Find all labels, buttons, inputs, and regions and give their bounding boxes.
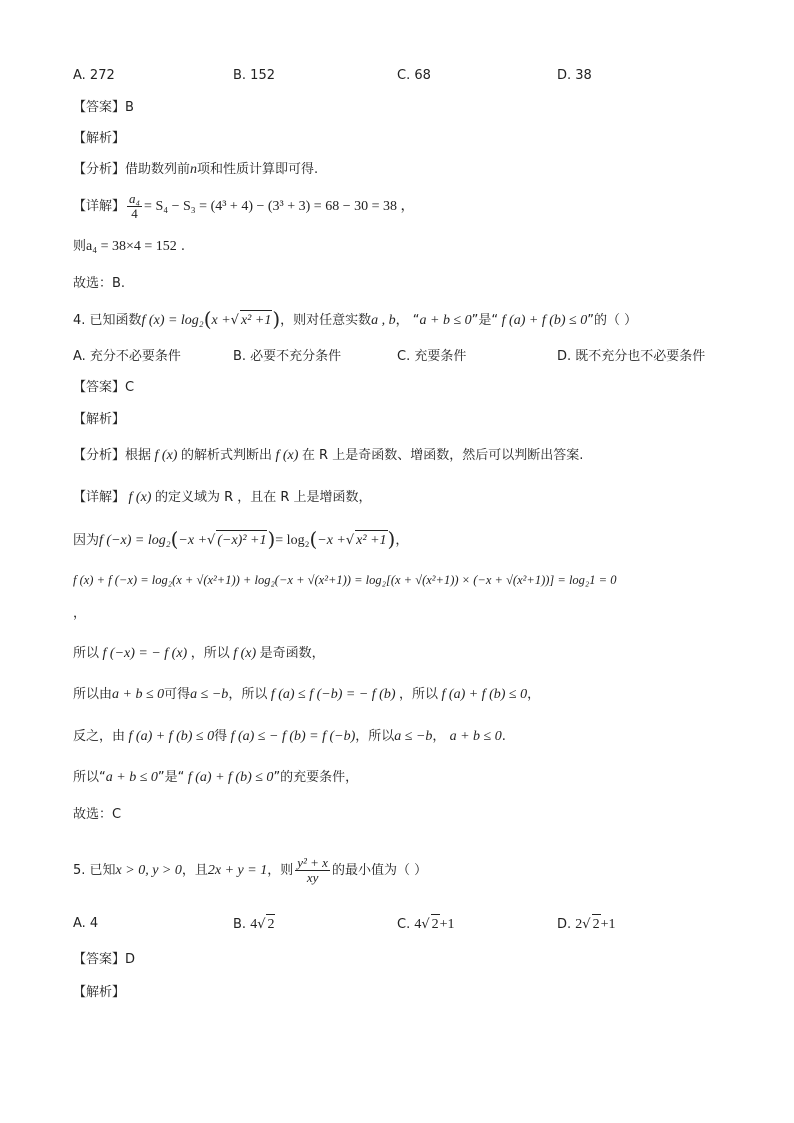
q3-option-b: B. 152 (233, 68, 275, 83)
q4-option-c: C. 充要条件 (397, 349, 467, 364)
q4-option-b: B. 必要不充分条件 (233, 349, 342, 364)
q3-choose: 故选：B. (73, 276, 126, 291)
q4-option-a: A. 充分不必要条件 (73, 349, 181, 364)
q4-reverse: 反之，由 f (a) + f (b) ≤ 0得 f (a) ≤ − f (b) = f (−b)，所以a ≤ −b， a + b ≤ 0. (73, 729, 506, 744)
q4-answer: 【答案】C (73, 380, 135, 395)
q5-option-d: D. 2√ 2+1 (557, 914, 615, 935)
q4-so-sufficient: 所以由a + b ≤ 0可得a ≤ −b，所以 f (a) ≤ f (−b) = − f (b) ，所以 f (a) + f (b) ≤ 0， (73, 687, 541, 702)
q4-option-d: D. 既不充分也不必要条件 (557, 349, 706, 364)
q4-fenxi: 【分析】根据 f (x) 的解析式判断出 f (x) 在 R 上是奇函数、增函数，然后可以判断出答案. (73, 448, 584, 463)
q5-answer: 【答案】D (73, 952, 136, 967)
q3-analysis-heading: 【解析】 (73, 131, 126, 146)
q5-option-a: A. 4 (73, 916, 99, 931)
q3-option-a: A. 272 (73, 68, 115, 83)
q3-fraction: $\frac{\text{a₄}}{4}$ (129, 191, 141, 221)
q4-comma: ， (73, 606, 87, 621)
q3-answer: 【答案】B (73, 100, 134, 115)
q3-option-c: C. 68 (397, 68, 431, 83)
q5-option-b: B. 4√ 2 (233, 914, 275, 935)
q4-conclusion: 所以“a + b ≤ 0”是“ f (a) + f (b) ≤ 0”的充要条件， (73, 770, 359, 785)
q3-fenxi: 【分析】借助数列前n项和性质计算即可得. (73, 162, 319, 177)
q5-stem: 5. 已知x > 0, y > 0，且2x + y = 1，则 $\frac{\text{y² + x}}{xy}$ 的最小值为（ ） (73, 855, 428, 885)
q4-analysis-heading: 【解析】 (73, 412, 126, 427)
q3-then: 则a₄ = 38×4 = 152 . (73, 239, 186, 254)
q5-option-c: C. 4√ 2+1 (397, 914, 455, 935)
q3-detail: 【详解】 $\frac{\text{a₄}}{4}$ = S₄ − S₃ = (4³ + 4) − (3³ + 3) = 68 − 30 = 38 ， (73, 191, 415, 221)
q4-so-odd: 所以 f (−x) = − f (x) ，所以 f (x) 是奇函数， (73, 646, 325, 661)
q4-because: 因为f (−x) = log₂(−x +√ (−x)² +1)= log₂(−x +√ x² +1)， (73, 527, 409, 551)
q4-sum-equation: f (x) + f (−x) = log₂(x + √(x²+1)) + log₂(−x + √(x²+1)) = log₂[(x + √(x²+1)) × (−x + √(x²+1))] = log₂1 = 0 (73, 573, 617, 587)
q4-choose: 故选：C (73, 807, 122, 822)
q5-fraction: $\frac{\text{y² + x}}{xy}$ (297, 855, 328, 885)
q3-option-d: D. 38 (557, 68, 592, 83)
q5-analysis-heading: 【解析】 (73, 985, 126, 1000)
q4-detail: 【详解】 f (x) 的定义域为 R ，且在 R 上是增函数， (73, 490, 372, 505)
q4-stem: 4. 已知函数f (x) = log₂(x +√ x² +1)，则对任意实数a , b， “a + b ≤ 0”是“ f (a) + f (b) ≤ 0”的（ ） (73, 307, 638, 331)
